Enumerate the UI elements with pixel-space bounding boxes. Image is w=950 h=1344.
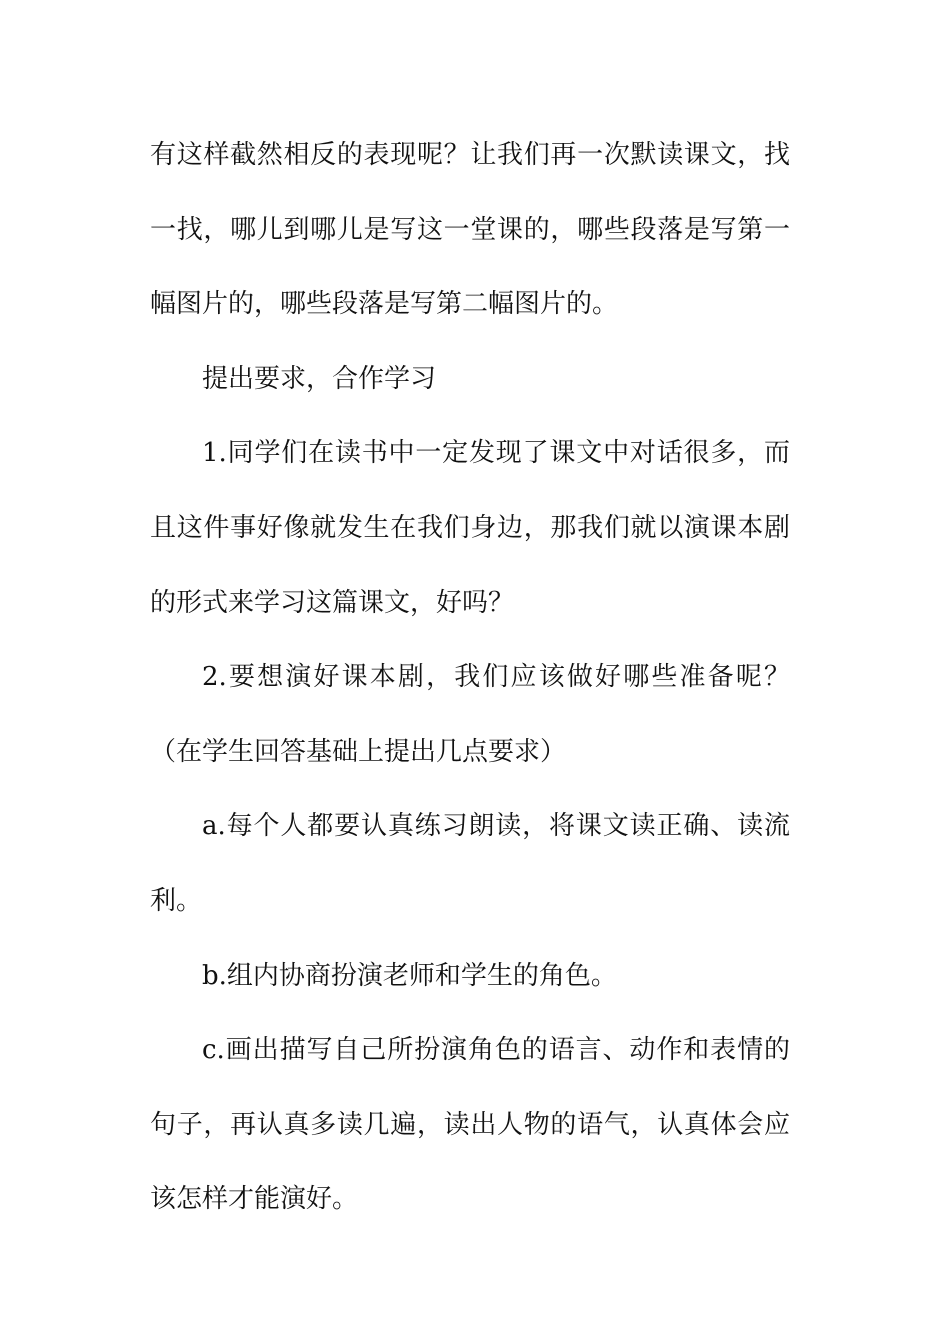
document-body bbox=[150, 118, 790, 1237]
paragraph-item-b: b.组内协商扮演老师和学生的角色。 bbox=[202, 960, 617, 991]
paragraph-item-c: c.画出描写自己所扮演角色的语言、动作和表情的句子，再认真多读几遍，读出人物的语气，认真体会应该怎样才能演好。 bbox=[150, 1035, 790, 1215]
paragraph-item-1: 1.同学们在读书中一定发现了课文中对话很多，而且这件事好像就发生在我们身边，那我们就以演课本剧的形式来学习这篇课文，好吗？ bbox=[150, 438, 790, 618]
paragraph-heading: 提出要求，合作学习 bbox=[202, 363, 437, 394]
paragraph-item-a: a.每个人都要认真练习朗读，将课文读正确、读流利。 bbox=[150, 811, 790, 916]
paragraph-continued: 有这样截然相反的表现呢？让我们再一次默读课文，找一找，哪儿到哪儿是写这一堂课的，哪些段落是写第一幅图片的，哪些段落是写第二幅图片的。 bbox=[150, 140, 790, 320]
paragraph-item-2: 2.要想演好课本剧，我们应该做好哪些准备呢？（在学生回答基础上提出几点要求） bbox=[150, 662, 790, 767]
